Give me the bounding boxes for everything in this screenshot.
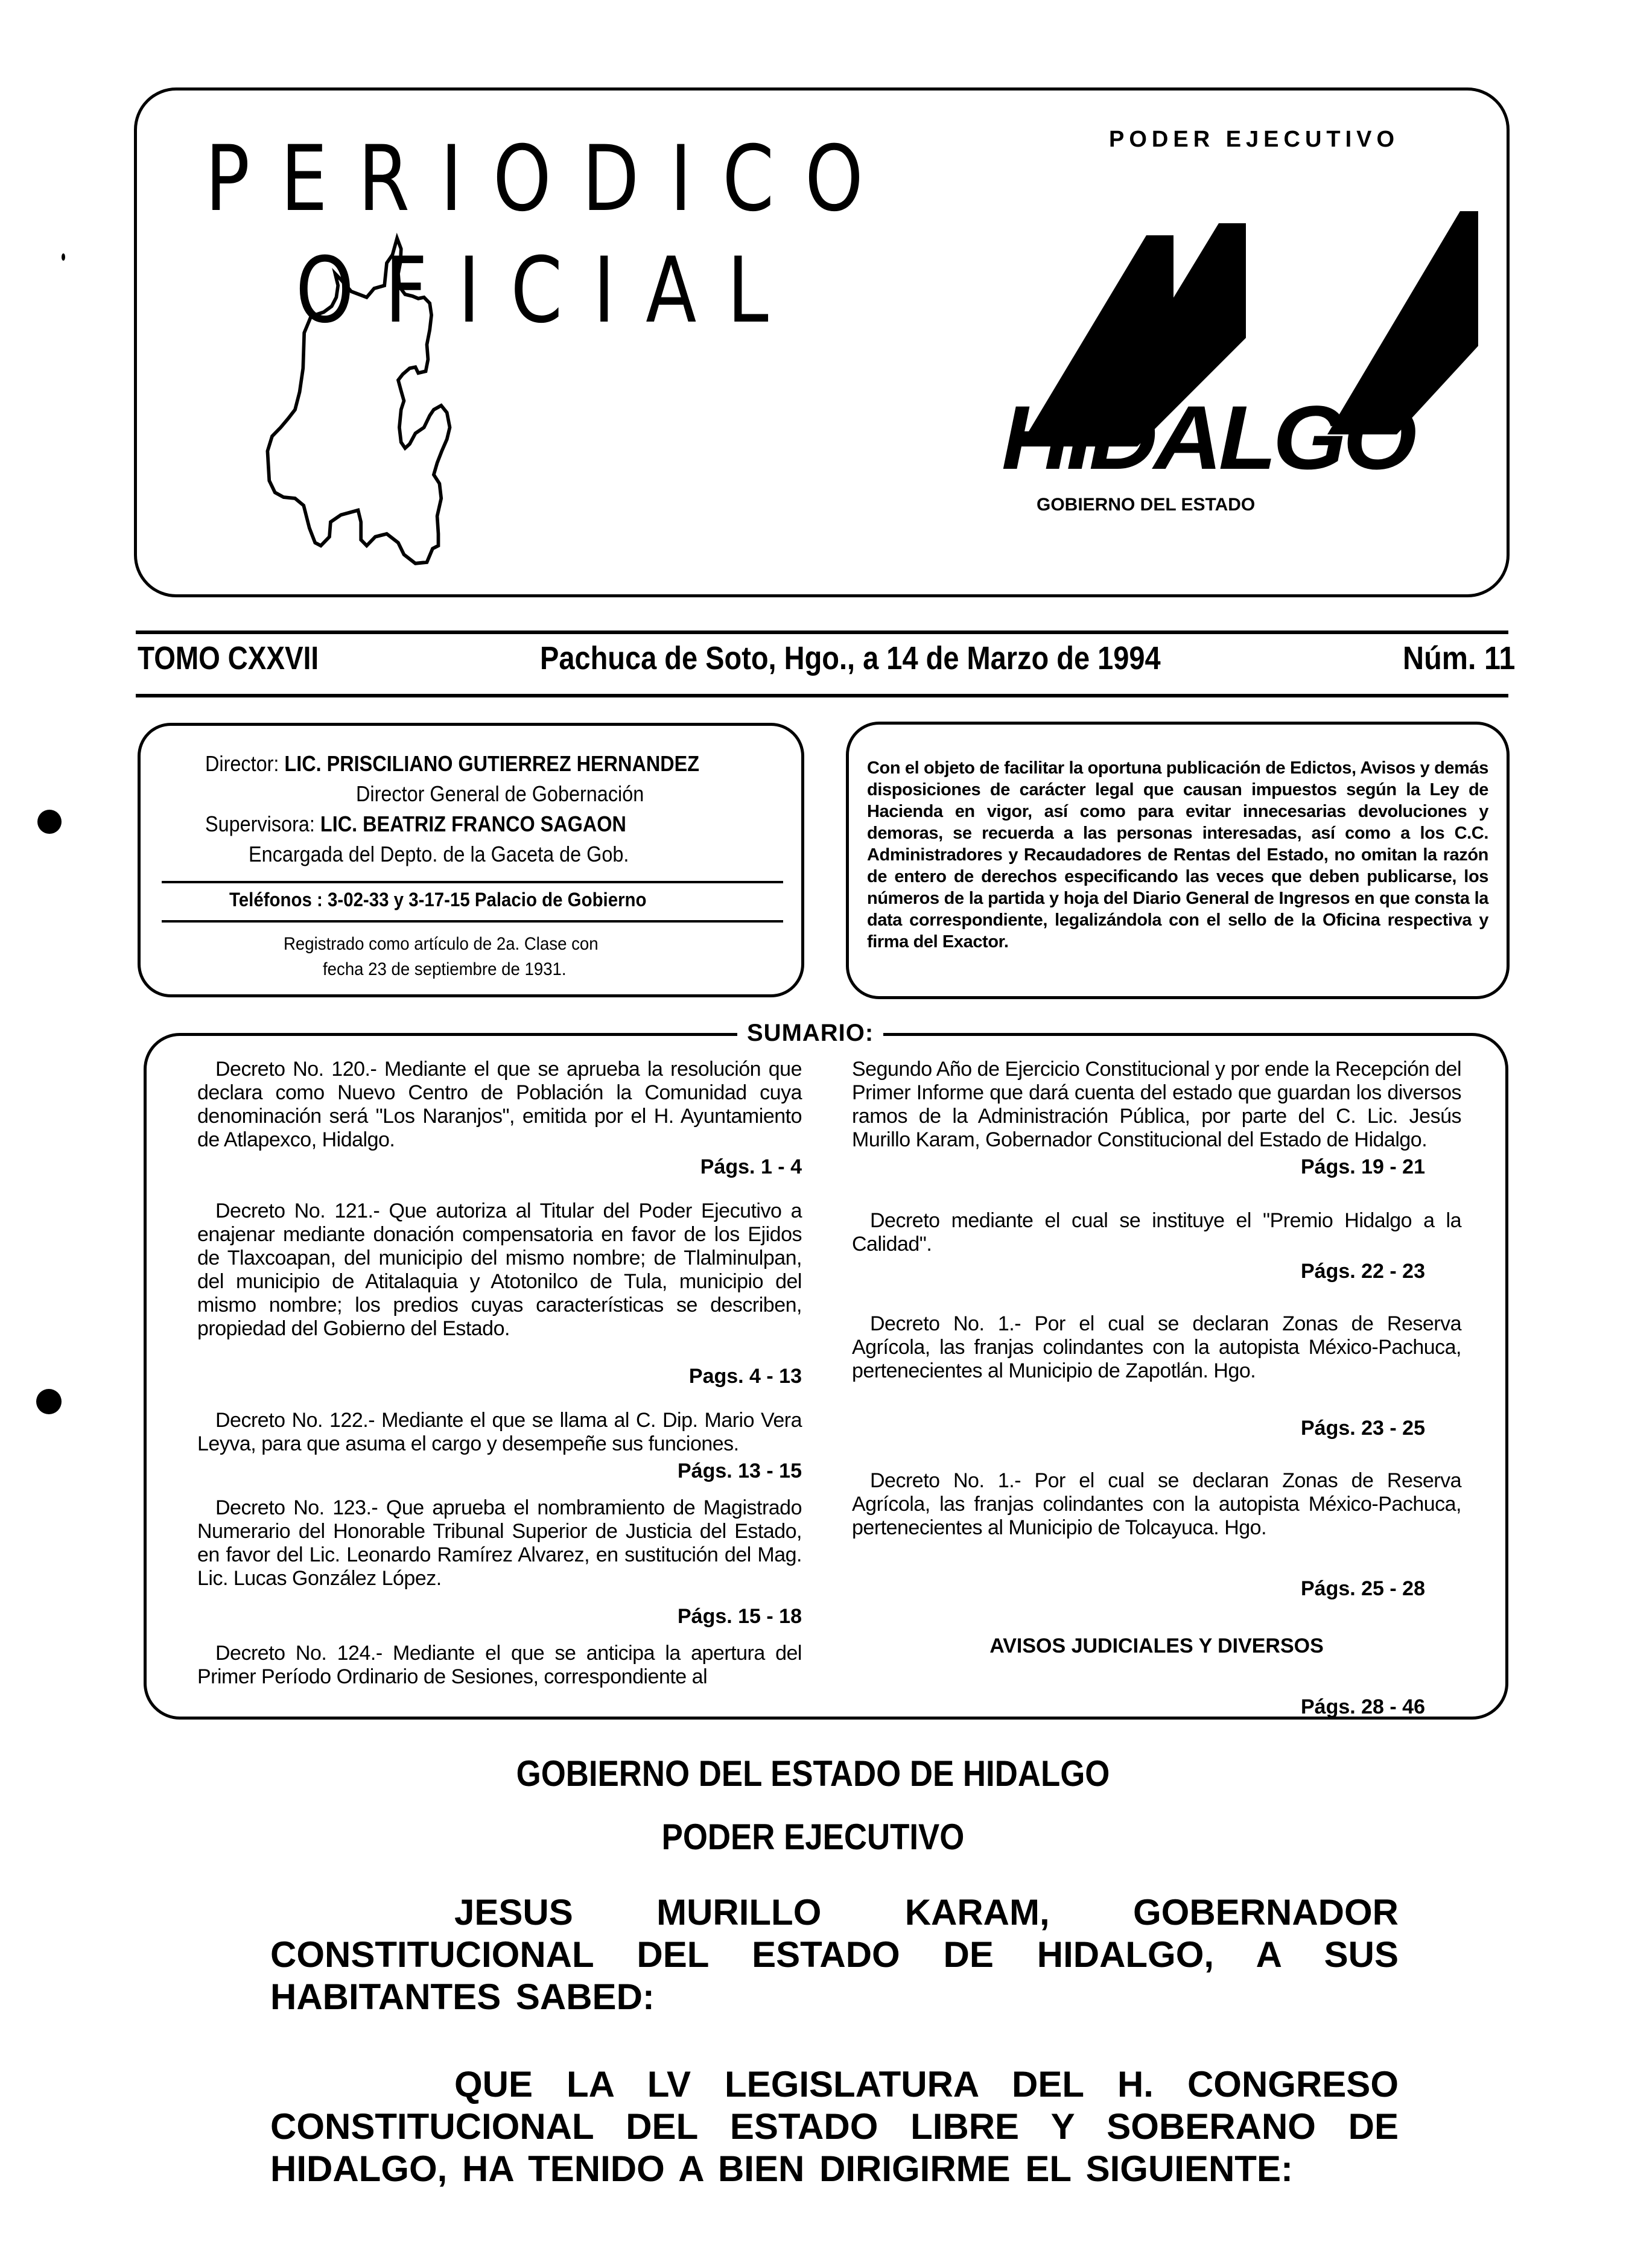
entry-text: Decreto No. 121.- Que autoriza al Titular del Poder Ejecutivo a enajenar mediante donación compensatoria en favor de los Ejidos de Tlaxcoapan, del municipio del mismo nombre; de Tlalminulpan, del municipio de Atitalaquia y Atotonilco de Tula, municipio del mismo nombre; los predios cuyas características se describen, propiedad del Gobierno del Estado. xyxy=(197,1199,802,1340)
logo-wordmark: HIDALGO xyxy=(1002,387,1414,488)
director-name: LIC. PRISCILIANO GUTIERREZ HERNANDEZ xyxy=(284,751,700,776)
entry-pages: Págs. 15 - 18 xyxy=(677,1605,802,1628)
entry-text: Decreto No. 1.- Por el cual se declaran Zonas de Reserva Agrícola, las franjas colindantes con la autopista México-Pachuca, pertenecientes al Municipio de Tolcayuca. Hgo. xyxy=(852,1469,1461,1539)
summary-entry xyxy=(197,1496,802,1628)
entry-pages: Págs. 23 - 25 xyxy=(1300,1417,1425,1440)
entry-text: Decreto No. 124.- Mediante el que se anticipa la apertura del Primer Período Ordinario de Sesiones, correspondiente al xyxy=(197,1642,802,1688)
summary-entry xyxy=(852,1469,1461,1601)
scan-speck xyxy=(62,253,65,261)
entry-pages: Pags. 4 - 13 xyxy=(688,1365,802,1388)
logo-subtitle: GOBIERNO DEL ESTADO xyxy=(1037,495,1256,515)
avisos-heading: AVISOS JUDICIALES Y DIVERSOS xyxy=(989,1634,1324,1657)
publication-notice: Con el objeto de facilitar la oportuna publicación de Edictos, Avisos y demás disposiciones de carácter legal que causan impuestos según la Ley de Hacienda en vigor, así como para evitar innecesarias devoluciones y demoras, se recuerda a las personas interesadas, así como a los C.C. Administradores y Recaudadores de Rentas del Estado, no omitan la razón de entero de derechos especificando las veces que deben publicarse, los números de la partida y hoja del Diario General de Ingresos en que consta la data correspondiente, legalizándola con el sello de la Oficina respectiva y firma del Exactor. xyxy=(867,758,1488,951)
phone-numbers: Teléfonos : 3-02-33 y 3-17-15 Palacio de Gobierno xyxy=(229,889,647,910)
entry-pages: Págs. 25 - 28 xyxy=(1300,1577,1425,1600)
registration-line2: fecha 23 de septiembre de 1931. xyxy=(323,959,567,979)
directory-divider xyxy=(162,881,783,883)
supervisor-name: LIC. BEATRIZ FRANCO SAGAON xyxy=(320,812,626,836)
executive-heading: PODER EJECUTIVO xyxy=(661,1817,965,1857)
entry-text: Decreto No. 1.- Por el cual se declaran Zonas de Reserva Agrícola, las franjas colindantes con la autopista México-Pachuca, pertenecientes al Municipio de Zapotlán. Hgo. xyxy=(852,1312,1461,1382)
summary-entry xyxy=(852,1312,1461,1440)
summary-right-column xyxy=(852,1058,1461,1719)
issue-place-date: Pachuca de Soto, Hgo., a 14 de Marzo de 1994 xyxy=(540,640,1161,676)
director-label: Director: xyxy=(205,751,285,776)
avisos-pages: Págs. 28 - 46 xyxy=(1300,1695,1425,1718)
entry-text: Decreto No. 122.- Mediante el que se llama al C. Dip. Mario Vera Leyva, para que asuma el cargo y desempeñe sus funciones. xyxy=(197,1409,802,1455)
volume-label: TOMO CXXVII xyxy=(138,640,319,676)
entry-text: Decreto No. 120.- Mediante el que se aprueba la resolución que declara como Nuevo Centro de Población la Comunidad cuya denominación será "Los Naranjos", emitida por el H. Ayuntamiento de Atlapexco, Hidalgo. xyxy=(197,1058,802,1151)
summary-entry xyxy=(197,1642,802,1689)
entry-pages: Págs. 13 - 15 xyxy=(677,1460,802,1482)
entry-pages: Págs. 22 - 23 xyxy=(1300,1260,1425,1283)
newspaper-title-line1: PERIODICO xyxy=(205,127,894,232)
entry-text: Decreto mediante el cual se instituye el "Premio Hidalgo a la Calidad". xyxy=(852,1209,1461,1256)
summary-entry xyxy=(852,1209,1461,1283)
header-rule-bottom xyxy=(136,694,1508,697)
scan-speck xyxy=(37,810,62,834)
header-rule-top xyxy=(136,631,1508,634)
summary-left-column xyxy=(197,1058,802,1689)
supervisor-label: Supervisora: xyxy=(205,812,320,836)
summary-entry xyxy=(197,1058,802,1179)
director-line xyxy=(205,751,699,777)
government-heading: GOBIERNO DEL ESTADO DE HIDALGO xyxy=(516,1753,1110,1794)
summary-entry xyxy=(852,1058,1461,1179)
scan-speck xyxy=(36,1389,62,1414)
entry-pages: Págs. 19 - 21 xyxy=(1300,1155,1425,1178)
supervisor-line xyxy=(205,812,626,837)
issue-number: Núm. 11 xyxy=(1403,640,1516,676)
entry-pages: Págs. 1 - 4 xyxy=(700,1155,802,1178)
governor-proclamation: JESUS MURILLO KARAM, GOBERNADOR CONSTITUCIONAL DEL ESTADO DE HIDALGO, A SUS HABITANTES SABED: xyxy=(270,1892,1399,2017)
registration-line1: Registrado como artículo de 2a. Clase con xyxy=(284,934,599,954)
newspaper-title-line2: OFICIAL xyxy=(296,238,799,343)
branch-label: PODER EJECUTIVO xyxy=(1109,127,1400,152)
summary-entry xyxy=(197,1199,802,1388)
entry-text: Segundo Año de Ejercicio Constitucional y por ende la Recepción del Primer Informe que dará cuenta del estado que guardan los diversos ramos de la Administración Pública, por parte del C. Lic. Jesús Murillo Karam, Gobernador Constitucional del Estado de Hidalgo. xyxy=(852,1058,1461,1151)
entry-text: Decreto No. 123.- Que aprueba el nombramiento de Magistrado Numerario del Honorable Tribunal Superior de Justicia del Estado, en favor del Lic. Leonardo Ramírez Alvarez, en sustitución del Mag. Lic. Lucas González López. xyxy=(197,1496,802,1590)
summary-label: SUMARIO: xyxy=(737,1020,883,1047)
hidalgo-state-map-icon xyxy=(235,232,477,570)
director-title: Director General de Gobernación xyxy=(356,781,644,806)
summary-entry xyxy=(197,1409,802,1483)
directory-divider xyxy=(162,920,783,923)
legislature-statement: QUE LA LV LEGISLATURA DEL H. CONGRESO CONSTITUCIONAL DEL ESTADO LIBRE Y SOBERANO DE HIDALGO, HA TENIDO A BIEN DIRIGIRME EL SIGUIENTE: xyxy=(270,2064,1399,2189)
supervisor-title: Encargada del Depto. de la Gaceta de Gob. xyxy=(249,842,629,866)
